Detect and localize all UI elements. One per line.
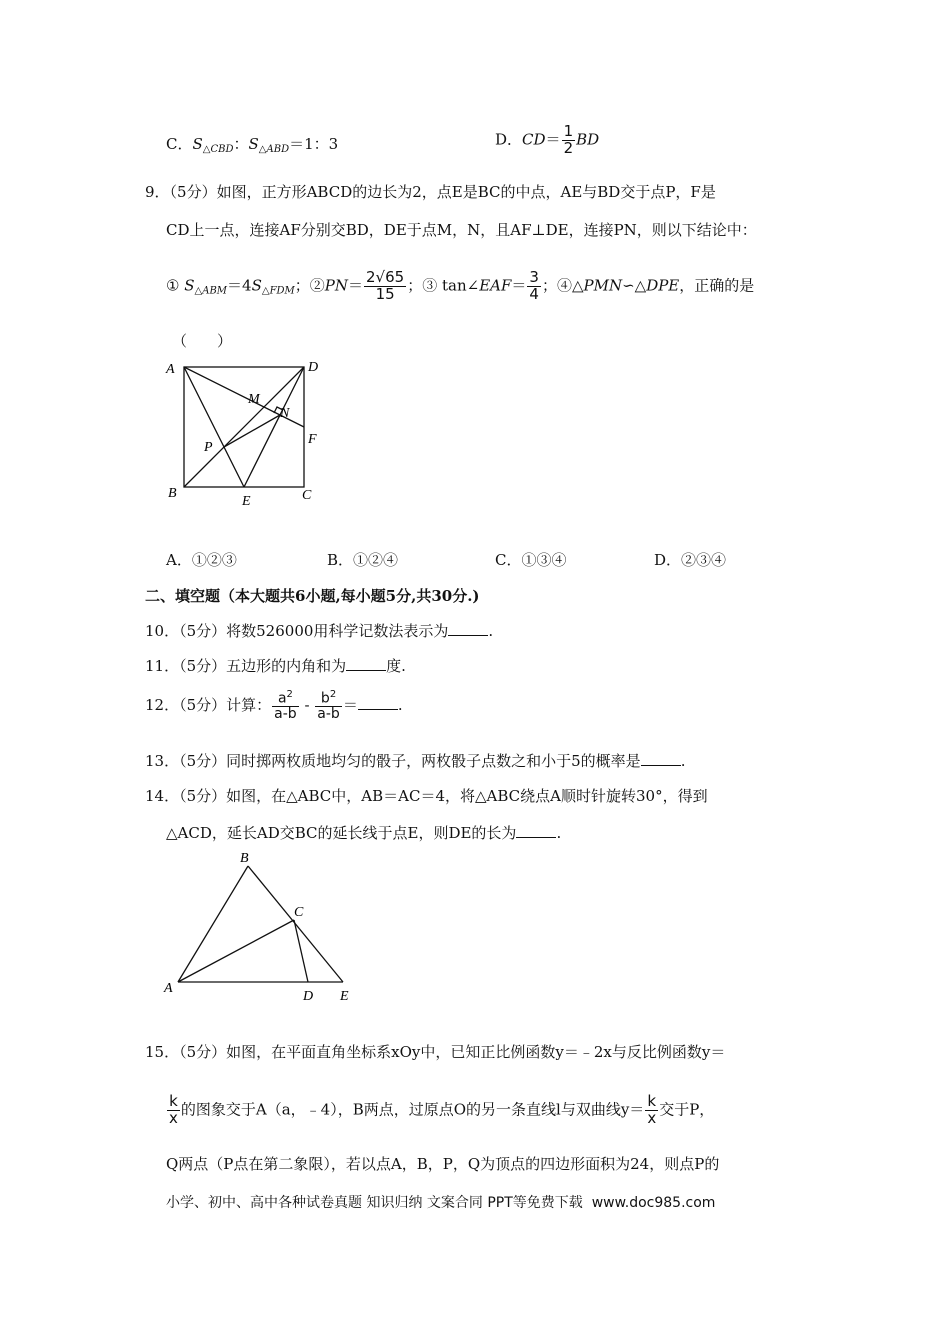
q13: 13．（5分）同时掷两枚质地均匀的骰子，两枚骰子点数之和小于5的概率是 . — [145, 752, 686, 770]
q12: 12．（5分）计算： $\frac{a^2}{a-b}$ - $\frac{b^2}{a-b}$ ＝ . — [145, 689, 403, 723]
label-a: A — [164, 981, 173, 996]
label-d: D — [308, 360, 319, 375]
q15-line3: Q两点（P点在第二象限），若以点A，B，P，Q为顶点的四边形面积为24，则点P的 — [166, 1155, 720, 1173]
label-b: B — [240, 851, 249, 866]
segment-ac — [178, 920, 294, 982]
segment-bd — [184, 367, 304, 487]
q9-option-a: A．①②③ — [166, 551, 237, 569]
q14-line2: △ACD，延长AD交BC的延长线于点E，则DE的长为 . — [166, 824, 562, 842]
label-n: N — [280, 406, 290, 421]
segment-ab — [178, 866, 248, 982]
q9-square-figure — [160, 355, 330, 515]
q8-option-c: C．$S_{\triangle CBD}$：$S_{\triangle ABD}=1$：3 — [166, 135, 339, 155]
footer: 小学、初中、高中各种试卷真题 知识归纳 文案合同 PPT等免费下载 www.doc985.com — [166, 1195, 716, 1211]
label-p: P — [204, 440, 213, 455]
label-c: C — [302, 488, 312, 503]
label-m: M — [248, 392, 260, 407]
segment-cd — [294, 920, 308, 982]
q10: 10．（5分）将数526000用科学记数法表示为 . — [145, 622, 494, 640]
q9-paren: （ ） — [172, 332, 233, 350]
q9-option-b: B．①②④ — [327, 551, 399, 569]
q14-line1: 14．（5分）如图，在△ABC中，AB＝AC＝4，将△ABC绕点A顺时针旋转30°，得到 — [145, 787, 708, 805]
label-e: E — [340, 989, 349, 1003]
footer-site-link[interactable]: www.doc985.com — [591, 1195, 716, 1211]
q8-option-d: D．CD＝ $\frac{1}{2}$ BD — [495, 122, 600, 157]
section2-title: 二、填空题（本大题共6小题,每小题5分,共30分.) — [145, 587, 480, 605]
q11: 11．（5分）五边形的内角和为 度. — [145, 657, 406, 675]
q9-line1: 9．（5分）如图，正方形ABCD的边长为2，点E是BC的中点，AE与BD交于点P，F是 — [145, 183, 716, 201]
q15-line2: $\frac{k}{x}$ 的图象交于A（a，﹣4），B两点，过原点O的另一条直线l与双曲线y＝ $\frac{k}{x}$ 交于P， — [169, 1092, 715, 1127]
segment-de — [244, 367, 304, 487]
q9-option-d: D．②③④ — [654, 551, 727, 569]
label-d: D — [303, 989, 314, 1003]
label-b: B — [168, 486, 177, 501]
q15-line1: 15．（5分）如图，在平面直角坐标系xOy中，已知正比例函数y＝﹣2x与反比例函数y＝ — [145, 1043, 726, 1061]
q14-triangle-figure — [158, 848, 368, 1003]
label-a: A — [166, 362, 175, 377]
segment-ae — [184, 367, 244, 487]
q9-line2: CD上一点，连接AF分别交BD，DE于点M，N，且AF⊥DE，连接PN，则以下结论中： — [166, 221, 757, 239]
q9-option-c: C．①③④ — [495, 551, 567, 569]
label-e: E — [242, 494, 251, 509]
label-c: C — [294, 905, 304, 920]
q9-conclusions: ① $S_{\triangle ABM}=4S_{\triangle FDM}$；②PN＝ $\frac{2√65}{15}$ ；③ tan∠EAF＝ $\frac{3}{4}$ ；④△PMN∽△DPE，正确的是 — [166, 268, 755, 303]
label-f: F — [308, 432, 317, 447]
